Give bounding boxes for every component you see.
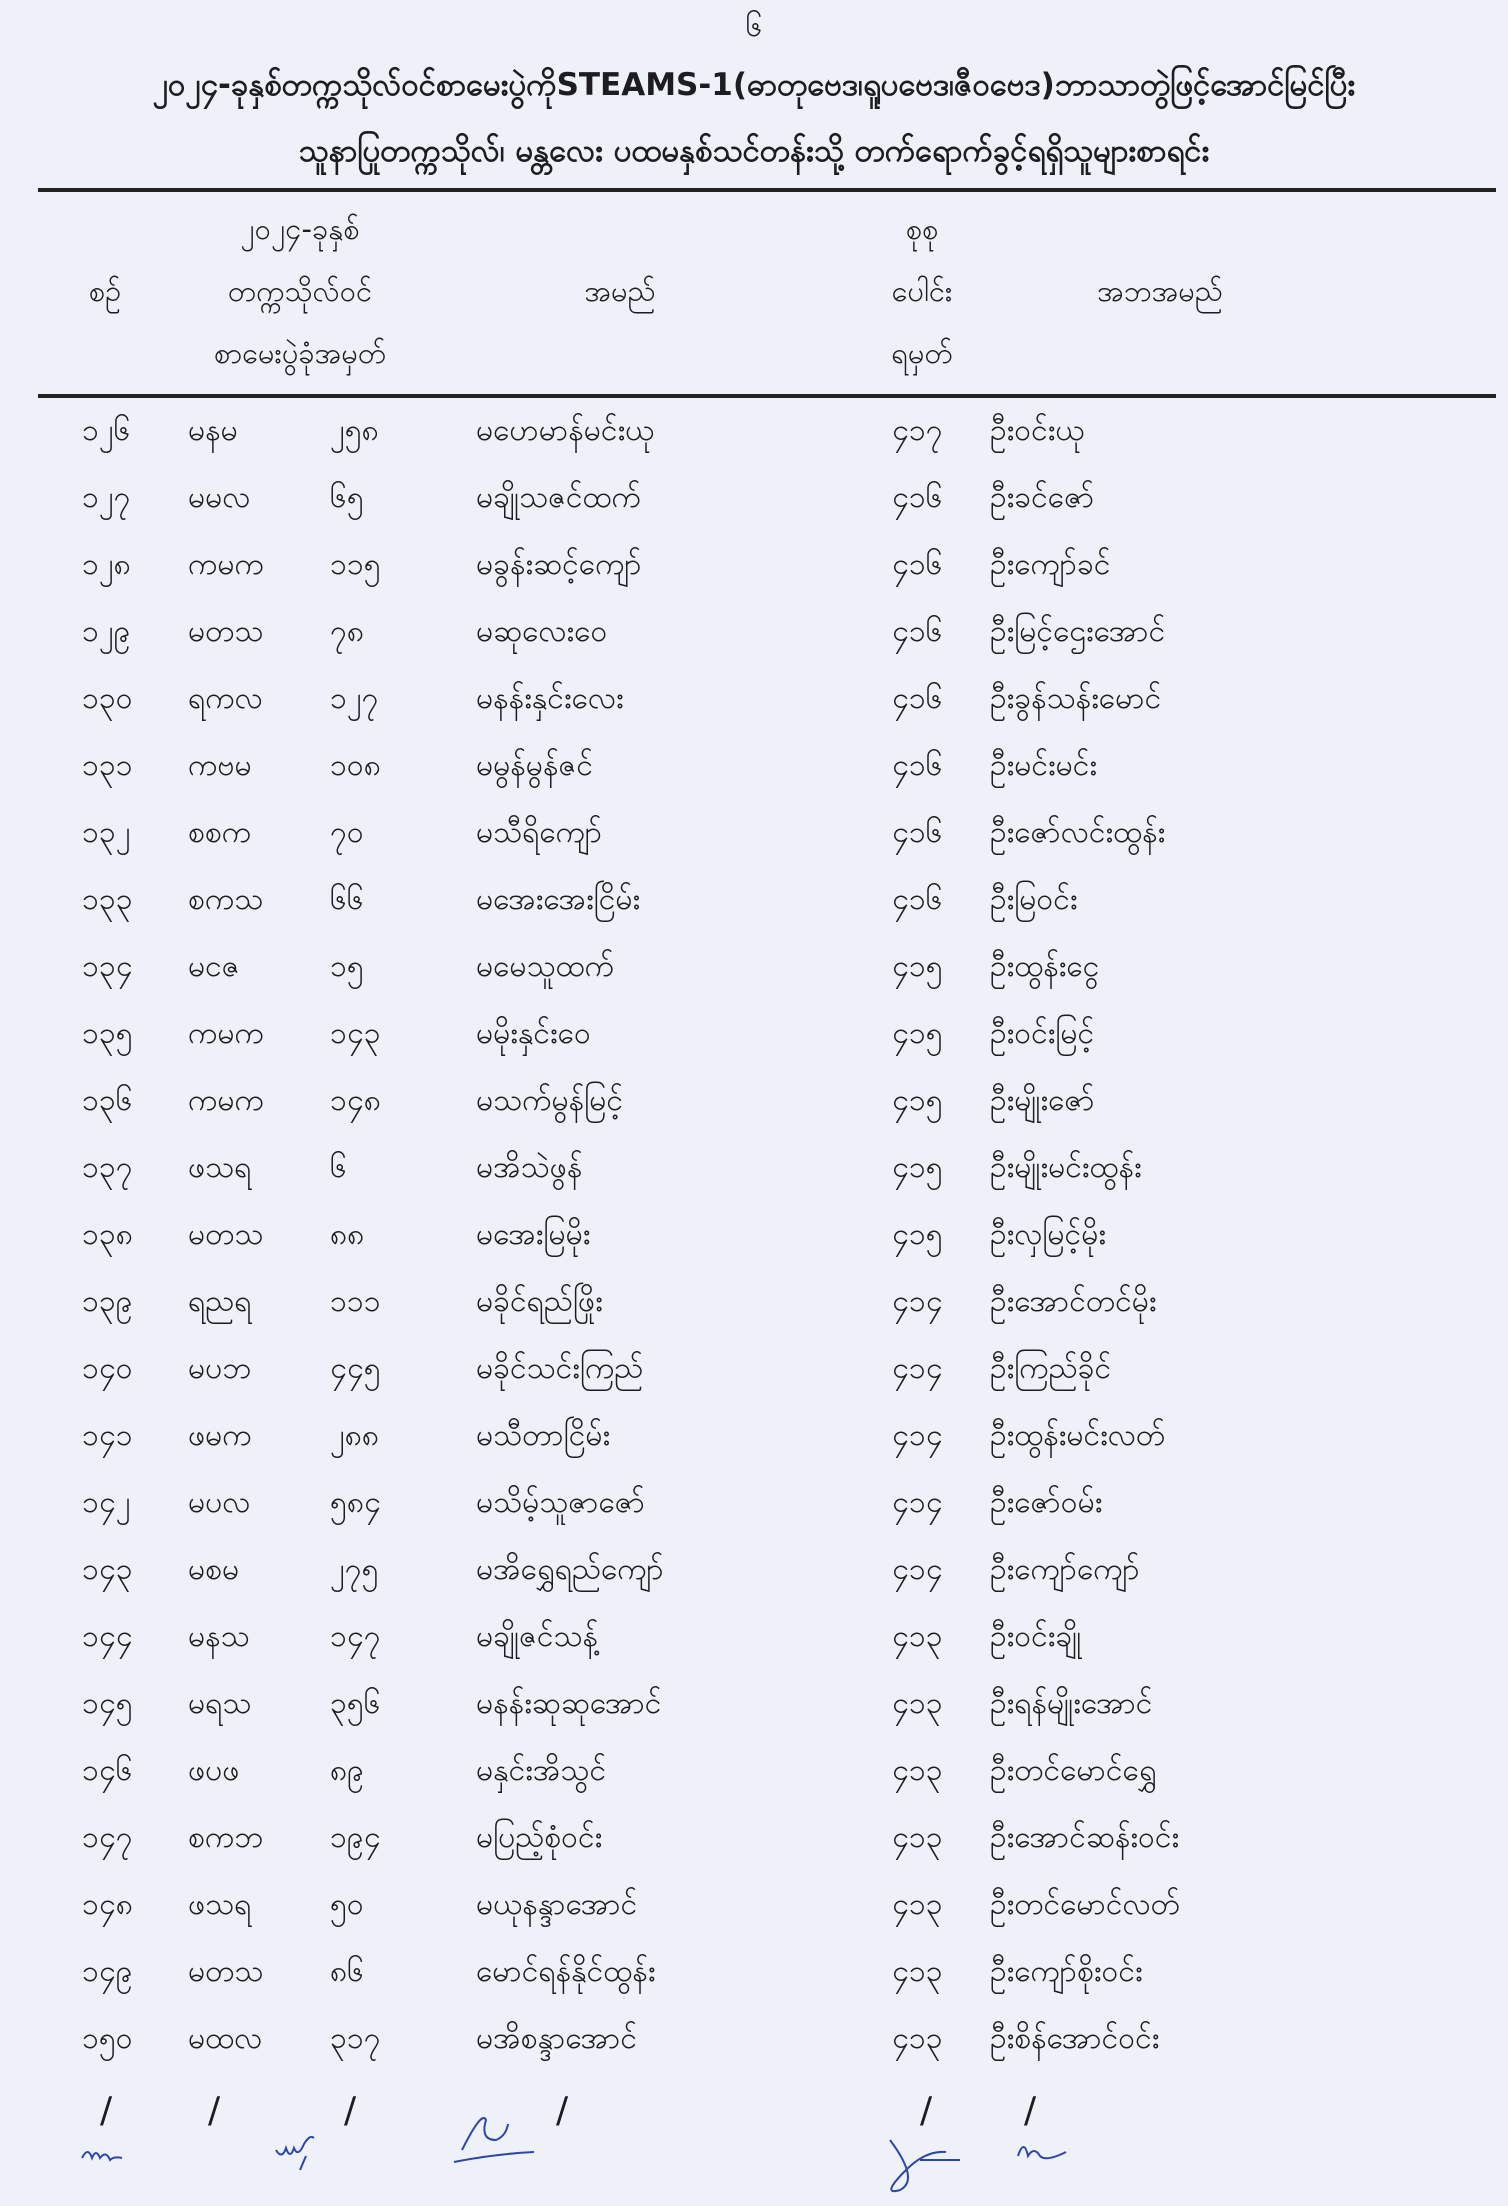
slash-mark: / [1024,2090,1037,2131]
student-name: မဆုလေးဝေ [476,614,608,649]
township-code: မနမ [188,413,238,448]
student-name: မခွန်းဆင့်ကျော် [476,547,642,582]
signature-initials-4 [880,2130,970,2200]
student-name: မအေးမြမိုး [476,1217,591,1252]
row-number: ၁၄၇ [82,1820,133,1855]
title-line-1: ၂၀၂၄-ခုနှစ်တက္ကသိုလ်ဝင်စာမေးပွဲကိုSTEAMS-1(ဓာတုဗေဒ၊ရူပဗေဒ၊ဇီဝဗေဒ)ဘာသာတွဲဖြင့်အောင်မြင်ပြီး [152,67,1356,103]
student-name: မသက်မွန်မြင့် [476,1083,623,1118]
roll-number: ၈၆ [330,1954,365,1989]
top-rule [38,188,1496,192]
table-row [0,1671,1508,1738]
student-name: မောင်ရန်နိုင်ထွန်း [476,1954,656,1989]
table-row [0,532,1508,599]
header-roll [170,198,430,384]
signature-row [0,2090,1508,2200]
page-number: ၆ [745,9,763,44]
slash-mark: / [100,2090,113,2131]
total-score: ၄၁၆ [892,547,943,582]
roll-number: ၆၅ [330,480,364,515]
total-score: ၄၁၅ [892,1217,943,1252]
total-score: ၄၁၄ [892,1351,943,1386]
township-code: မငဇ [188,949,240,984]
row-number: ၁၃၈ [82,1217,133,1252]
total-score: ၄၁၃ [892,1887,943,1922]
table-row [0,800,1508,867]
father-name: ဦးကြည်ခိုင် [990,1351,1112,1386]
father-name: ဦးမြင့်ဌေးအောင် [990,614,1166,649]
township-code: ဖသရ [188,1887,252,1922]
header-score-line-3: ရမှတ် [891,336,953,370]
row-number: ၁၃၉ [82,1284,133,1319]
township-code: စကဘ [188,1820,264,1855]
table-row [0,1537,1508,1604]
father-name: ဦးလှမြင့်မိုး [990,1217,1106,1252]
table-row [0,1872,1508,1939]
table-row [0,1738,1508,1805]
table-body [0,398,1508,2073]
total-score: ၄၁၄ [892,1485,943,1520]
father-name: ဦးတင်မောင်လတ် [990,1887,1180,1922]
row-number: ၁၂၈ [82,547,131,582]
township-code: ကမက [188,1016,264,1051]
table-row [0,398,1508,465]
row-number: ၁၃၇ [82,1150,133,1185]
document-title [20,52,1488,184]
table-row [0,1135,1508,1202]
township-code: မနသ [188,1619,250,1654]
table-row [0,1403,1508,1470]
father-name: ဦးကျော်ခင် [990,547,1111,582]
total-score: ၄၁၃ [892,2021,943,2056]
township-code: မတသ [188,1217,264,1252]
student-name: မနှင်းအိသွင် [476,1753,607,1788]
student-name: မမေသူထက် [476,949,614,984]
table-row [0,867,1508,934]
header-father: အဘအမည် [1097,274,1223,308]
table-row [0,1336,1508,1403]
father-name: ဦးမြဝင်း [990,882,1078,917]
student-name: မဟေမာန်မင်းယု [476,413,655,448]
row-number: ၁၄၄ [82,1619,133,1654]
row-number: ၁၃၀ [82,681,133,716]
township-code: မထလ [188,2021,263,2056]
roll-number: ၁၂၇ [330,681,379,716]
table-row [0,666,1508,733]
township-code: စကသ [188,882,264,917]
row-number: ၁၄၁ [82,1418,133,1453]
slash-mark: / [556,2090,569,2131]
father-name: ဦးထွန်းမင်းလတ် [990,1418,1166,1453]
total-score: ၄၁၅ [892,1083,943,1118]
total-score: ၄၁၅ [892,949,943,984]
signature-initials-2 [270,2120,340,2180]
roll-number: ၇၈ [330,614,365,649]
roll-number: ၃၁၇ [330,2021,381,2056]
father-name: ဦးဝင်းချို [990,1619,1082,1654]
table-row [0,1604,1508,1671]
township-code: ကမက [188,1083,264,1118]
township-code: ကမက [188,547,264,582]
student-name: မသီရိကျော် [476,815,603,850]
slash-mark: / [344,2090,357,2131]
father-name: ဦးဝင်းမြင့် [990,1016,1095,1051]
signature-initials-5 [1014,2134,1074,2164]
student-name: မပြည့်စုံဝင်း [476,1820,603,1855]
township-code: မရသ [188,1686,252,1721]
father-name: ဦးတင်မောင်ရွှေ [990,1753,1157,1788]
roll-number: ၂၇၅ [330,1552,379,1587]
roll-number: ၁၅ [330,949,364,984]
row-number: ၁၃၂ [82,815,131,850]
father-name: ဦးရန်မျိုးအောင် [990,1686,1153,1721]
row-number: ၁၄၀ [82,1351,133,1386]
total-score: ၄၁၇ [892,413,943,448]
row-number: ၁၃၁ [82,748,133,783]
table-row [0,465,1508,532]
total-score: ၄၁၄ [892,1418,943,1453]
father-name: ဦးကျော်စိုးဝင်း [990,1954,1143,1989]
roll-number: ၅၀ [330,1887,364,1922]
township-code: ဖသရ [188,1150,252,1185]
table-row [0,1470,1508,1537]
slash-mark: / [208,2090,221,2131]
roll-number: ၆၆ [330,882,364,917]
table-row [0,733,1508,800]
father-name: ဦးကျော်ကျော် [990,1552,1140,1587]
table-row [0,599,1508,666]
township-code: ဖပဖ [188,1753,240,1788]
student-name: မနန်းဆုဆုအောင် [476,1686,662,1721]
student-name: မခိုင်သင်းကြည် [476,1351,644,1386]
row-number: ၁၄၃ [82,1552,133,1587]
row-number: ၁၄၂ [82,1485,131,1520]
roll-number: ၄၄၅ [330,1351,381,1386]
header-no: စဉ် [88,274,122,308]
row-number: ၁၄၅ [82,1686,133,1721]
row-number: ၁၃၅ [82,1016,133,1051]
township-code: စစက [188,815,252,850]
township-code: မမလ [188,480,251,515]
student-name: မသိမ့်သူဇာဇော် [476,1485,645,1520]
roll-number: ၅၈၄ [330,1485,381,1520]
township-code: ကဗမ [188,748,252,783]
township-code: မတသ [188,1954,264,1989]
student-name: မနန်းနှင်းလေး [476,681,624,716]
table-row [0,2006,1508,2073]
total-score: ၄၁၆ [892,480,943,515]
header-score [852,198,992,384]
total-score: ၄၁၆ [892,882,943,917]
father-name: ဦးစိန်အောင်ဝင်း [990,2021,1160,2056]
township-code: ဖမက [188,1418,252,1453]
student-name: မချိုဇင်သန့် [476,1619,599,1654]
student-name: မအေးအေးငြိမ်း [476,882,641,917]
row-number: ၁၄၈ [82,1887,133,1922]
student-name: မချိုသဇင်ထက် [476,480,641,515]
slash-mark: / [920,2090,933,2131]
signature-initials-3 [452,2100,542,2170]
total-score: ၄၁၄ [892,1284,943,1319]
table-row [0,1202,1508,1269]
father-name: ဦးမျိုးဇော် [990,1083,1095,1118]
roll-number: ၁၄၃ [330,1016,381,1051]
row-number: ၁၃၆ [82,1083,133,1118]
township-code: မပဘ [188,1351,252,1386]
father-name: ဦးအောင်ဆန်းဝင်း [990,1820,1180,1855]
roll-number: ၁၄၇ [330,1619,381,1654]
roll-number: ၇၀ [330,815,364,850]
row-number: ၁၂၉ [82,614,131,649]
township-code: မစမ [188,1552,240,1587]
total-score: ၄၁၃ [892,1954,943,1989]
roll-number: ၈၈ [330,1217,365,1252]
total-score: ၄၁၆ [892,681,943,716]
table-row [0,1269,1508,1336]
total-score: ၄၁၅ [892,1016,943,1051]
student-name: မယုနန္ဒာအောင် [476,1887,638,1922]
father-name: ဦးဝင်းယု [990,413,1085,448]
father-name: ဦးထွန်းငွေ [990,949,1100,984]
roll-number: ၁၁၅ [330,547,381,582]
row-number: ၁၂၆ [82,413,131,448]
row-number: ၁၃၄ [82,949,133,984]
total-score: ၄၁၃ [892,1686,943,1721]
total-score: ၄၁၆ [892,748,943,783]
township-code: မတသ [188,614,264,649]
student-name: မခိုင်ရည်ဖြိုး [476,1284,603,1319]
row-number: ၁၂၇ [82,480,131,515]
total-score: ၄၁၆ [892,815,943,850]
father-name: ဦးဇော်ဝမ်း [990,1485,1103,1520]
township-code: ရကလ [188,681,263,716]
table-row [0,1805,1508,1872]
total-score: ၄၁၄ [892,1552,943,1587]
row-number: ၁၅၀ [82,2021,133,2056]
roll-number: ၂၅၈ [330,413,379,448]
father-name: ဦးခင်ဇော် [990,480,1095,515]
signature-initials-1 [78,2138,128,2168]
student-name: မမွန်မွန်ဇင် [476,748,593,783]
header-score-line-2: ပေါင်း [891,274,953,308]
student-name: မအိရွှေရည်ကျော် [476,1552,664,1587]
title-line-2: သူနာပြုတက္ကသိုလ်၊ မန္တလေး ပထမနှစ်သင်တန်းသို့ တက်ရောက်ခွင့်ရရှိသူများစာရင်း [298,133,1210,169]
father-name: ဦးခွန်သန်းမောင် [990,681,1162,716]
father-name: ဦးမျိုးမင်းထွန်း [990,1150,1142,1185]
table-row [0,1068,1508,1135]
roll-number: ၁၁၁ [330,1284,381,1319]
header-name: အမည် [584,274,656,308]
table-row [0,934,1508,1001]
row-number: ၁၄၉ [82,1954,133,1989]
roll-number: ၁၀၈ [330,748,381,783]
total-score: ၄၁၅ [892,1150,943,1185]
header-score-line-1: စုစု [905,212,939,246]
table-row [0,1939,1508,2006]
total-score: ၄၁၆ [892,614,943,649]
township-code: ရညရ [188,1284,252,1319]
father-name: ဦးဇော်လင်းထွန်း [990,815,1166,850]
total-score: ၄၁၃ [892,1619,943,1654]
student-name: မအိစန္ဒာအောင် [476,2021,638,2056]
roll-number: ၂၈၈ [330,1418,380,1453]
total-score: ၄၁၃ [892,1753,943,1788]
student-name: မအိသဲဖွန် [476,1150,583,1185]
total-score: ၄၁၃ [892,1820,943,1855]
header-roll-line-1: ၂၀၂၄-ခုနှစ် [240,212,360,246]
roll-number: ၃၅၆ [330,1686,381,1721]
table-row [0,1001,1508,1068]
row-number: ၁၄၆ [82,1753,133,1788]
roll-number: ၆ [330,1150,347,1185]
father-name: ဦးအောင်တင်မိုး [990,1284,1157,1319]
father-name: ဦးမင်းမင်း [990,748,1098,783]
roll-number: ၁၄၈ [330,1083,381,1118]
student-name: မသီတာငြိမ်း [476,1418,611,1453]
roll-number: ၈၉ [330,1753,365,1788]
header-roll-line-3: စာမေးပွဲခုံအမှတ် [213,336,387,370]
row-number: ၁၃၃ [82,882,133,917]
roll-number: ၁၉၄ [330,1820,381,1855]
header-roll-line-2: တက္ကသိုလ်ဝင် [227,274,373,308]
student-name: မမိုးနှင်းဝေ [476,1016,591,1051]
township-code: မပလ [188,1485,251,1520]
